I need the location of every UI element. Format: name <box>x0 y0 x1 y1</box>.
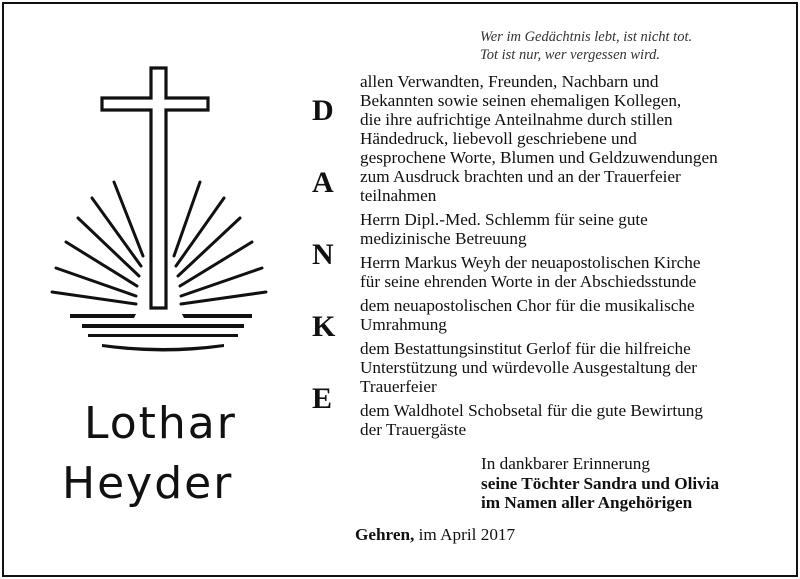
danke-letter: A <box>312 166 334 199</box>
cross-with-sunrise-icon <box>48 60 278 365</box>
place-date-text: im April 2017 <box>418 525 516 544</box>
text-line: dem neuapostolischen Chor für die musikalische <box>360 296 695 315</box>
text-line: für seine ehrenden Worte in der Abschiedsstunde <box>360 272 697 291</box>
danke-letter: N <box>312 238 334 271</box>
text-line: Unterstützung und würdevolle Ausgestaltung der <box>360 358 698 377</box>
thanks-paragraph <box>360 339 780 396</box>
signature-block <box>481 454 719 513</box>
text-line: Umrahmung <box>360 315 447 334</box>
text-line: die ihre aufrichtige Anteilnahme durch stillen <box>360 110 673 129</box>
text-line: Bekannten sowie seinen ehemaligen Kollegen, <box>360 91 682 110</box>
thanks-paragraph <box>360 401 780 439</box>
danke-letter: K <box>312 310 336 343</box>
text-line: der Trauergäste <box>360 420 467 439</box>
text-line: allen Verwandten, Freunden, Nachbarn und <box>360 72 659 91</box>
closing-line-2: im Namen aller Angehörigen <box>481 493 693 512</box>
deceased-first-name: Lothar <box>84 398 237 449</box>
thanks-paragraph <box>360 253 780 291</box>
text-line: Herrn Dipl.-Med. Schlemm für seine gute <box>360 210 648 229</box>
text-line: medizinische Betreuung <box>360 229 527 248</box>
thanks-paragraph <box>360 210 780 248</box>
text-line: dem Bestattungsinstitut Gerlof für die hilfreiche <box>360 339 691 358</box>
closing-line-1: seine Töchter Sandra und Olivia <box>481 473 720 493</box>
text-line: Händedruck, liebevoll geschriebene und <box>360 129 637 148</box>
deceased-last-name: Heyder <box>62 458 234 509</box>
memorial-quote <box>480 28 692 64</box>
text-line: gesprochene Worte, Blumen und Geldzuwendungen <box>360 148 718 167</box>
text-line: Herrn Markus Weyh der neuapostolischen Kirche <box>360 253 701 272</box>
text-line: teilnahmen <box>360 186 437 205</box>
danke-letter: E <box>312 382 333 415</box>
text-line: zum Ausdruck brachten und an der Trauerfeier <box>360 167 681 186</box>
quote-line-1: Wer im Gedächtnis lebt, ist nicht tot. <box>480 29 693 45</box>
thanks-paragraph <box>360 72 780 205</box>
thanks-text <box>360 72 780 444</box>
thanks-paragraph <box>360 296 780 334</box>
quote-line-2: Tot ist nur, wer vergessen wird. <box>480 47 661 63</box>
text-line: Trauerfeier <box>360 377 437 396</box>
place-date <box>355 525 515 545</box>
closing-intro: In dankbarer Erinnerung <box>481 454 650 473</box>
danke-letter: D <box>312 94 334 127</box>
text-line: dem Waldhotel Schobsetal für die gute Bewirtung <box>360 401 703 420</box>
place-town: Gehren, <box>355 525 415 544</box>
